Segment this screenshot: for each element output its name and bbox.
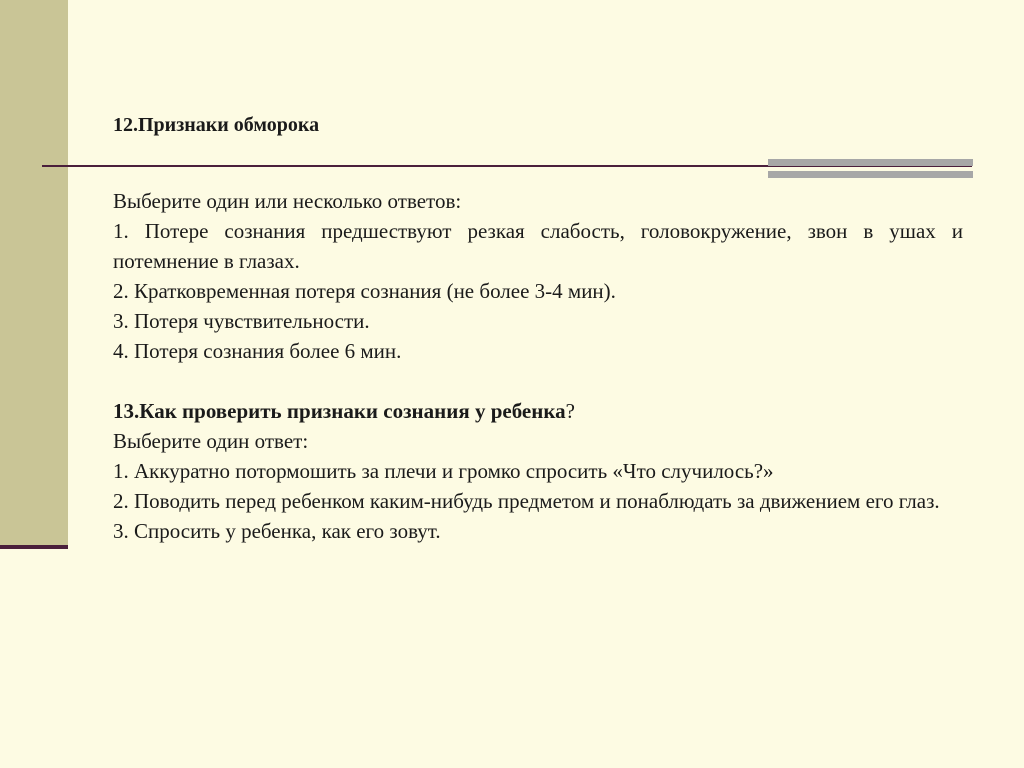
q13-title-text: 13.Как проверить признаки сознания у ребенка	[113, 399, 566, 423]
q13-option-3: 3. Спросить у ребенка, как его зовут.	[113, 519, 441, 543]
left-bar-underline	[0, 545, 68, 549]
q13-title	[113, 396, 963, 426]
left-decorative-bar	[0, 0, 68, 548]
slide-content	[113, 186, 963, 546]
q12-option-1: 1. Потере сознания предшествуют резкая слабость, головокружение, звон в ушах и потемнение в глазах.	[113, 219, 963, 273]
question-spacer	[113, 366, 963, 396]
gray-accent-bands	[768, 159, 973, 179]
q12-prompt: Выберите один или несколько ответов:	[113, 189, 462, 213]
q13-prompt: Выберите один ответ:	[113, 429, 309, 453]
q13-option-1: 1. Аккуратно потормошить за плечи и громко спросить «Что случилось?»	[113, 459, 774, 483]
q13-title-mark: ?	[565, 399, 575, 423]
slide-title: 12.Признаки обморока	[113, 114, 320, 136]
q12-option-3: 3. Потеря чувствительности.	[113, 309, 370, 333]
q13-option-2: 2. Поводить перед ребенком каким-нибудь предметом и понаблюдать за движением его глаз.	[113, 489, 940, 513]
gray-band-bottom	[768, 171, 973, 178]
q12-option-4: 4. Потеря сознания более 6 мин.	[113, 339, 402, 363]
q12-option-2: 2. Кратковременная потеря сознания (не более 3-4 мин).	[113, 279, 616, 303]
gray-band-top	[768, 159, 973, 166]
